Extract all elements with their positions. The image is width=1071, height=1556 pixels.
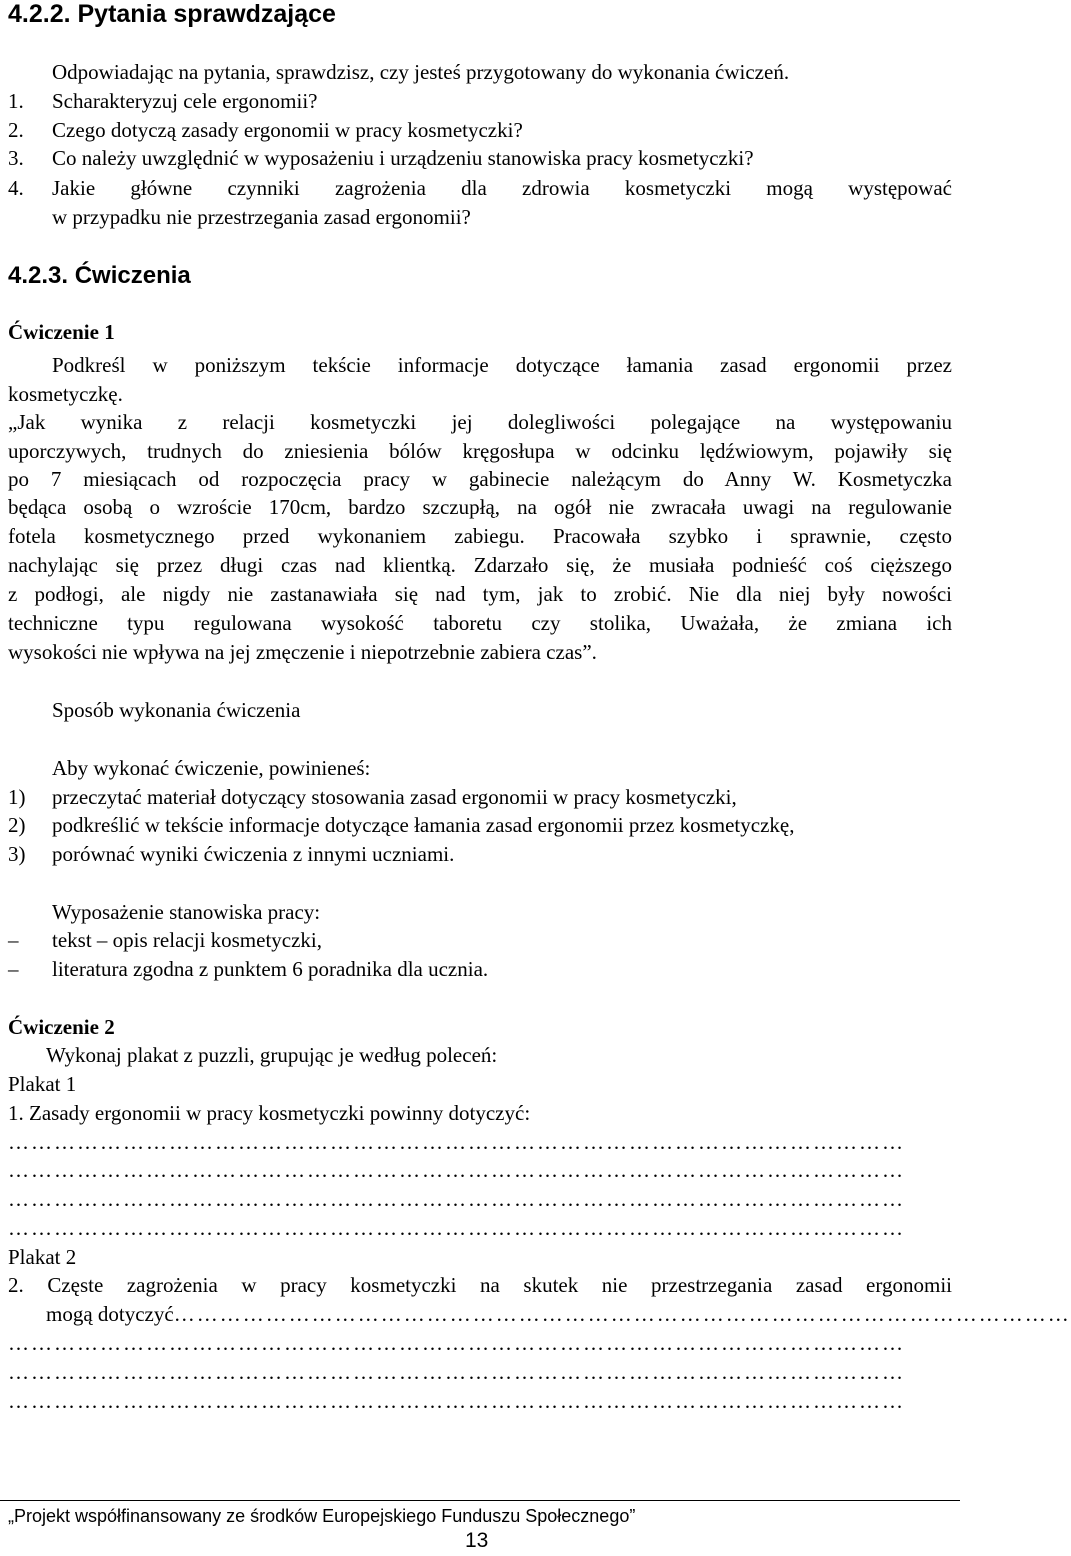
question-text: Jakie główne czynniki zagrożenia dla zdrowia kosmetyczki mogą występować <box>52 176 952 200</box>
case-text-line: fotela kosmetycznego przed wykonaniem zabiegu. Pracowała szybko i sprawnie, często <box>8 524 952 548</box>
exercise-1-title: Ćwiczenie 1 <box>8 320 115 344</box>
step-text: porównać wyniki ćwiczenia z innymi uczniami. <box>52 842 455 866</box>
answer-dotted-line: ……………………………………………………………………………………………………… <box>8 1216 905 1240</box>
equipment-dash: – <box>8 928 19 952</box>
question-text: Scharakteryzuj cele ergonomii? <box>52 89 318 113</box>
answer-dotted-line: ……………………………………………………………………………………………………… <box>8 1389 905 1413</box>
poster-2-question: 2. Częste zagrożenia w pracy kosmetyczki na skutek nie przestrzegania zasad ergonomii <box>8 1273 952 1297</box>
question-number: 3. <box>8 146 24 170</box>
answer-dotted-line: ……………………………………………………………………………………………………… <box>8 1360 905 1384</box>
question-text: Czego dotyczą zasady ergonomii w pracy kosmetyczki? <box>52 118 523 142</box>
steps-intro: Aby wykonać ćwiczenie, powinieneś: <box>52 756 371 780</box>
exercise-2-title: Ćwiczenie 2 <box>8 1015 115 1039</box>
question-number: 1. <box>8 89 24 113</box>
method-heading: Sposób wykonania ćwiczenia <box>52 698 301 722</box>
poster-1-question: 1. Zasady ergonomii w pracy kosmetyczki powinny dotyczyć: <box>8 1101 531 1125</box>
footer-project-text: „Projekt współfinansowany ze środków Europejskiego Funduszu Społecznego” <box>8 1506 636 1526</box>
page-number: 13 <box>465 1529 489 1552</box>
exercise-1-instruction: Podkreśl w poniższym tekście informacje dotyczące łamania zasad ergonomii przez <box>52 353 952 377</box>
case-text-line: nachylając się przez długi czas nad klientką. Zdarzało się, że musiała podnieść coś cięższego <box>8 553 952 577</box>
step-number: 2) <box>8 813 26 837</box>
section-heading-exercises: 4.2.3. Ćwiczenia <box>8 262 191 289</box>
question-number: 4. <box>8 176 24 200</box>
case-text-line: uporczywych, trudnych do zniesienia bólów kręgosłupa w odcinku lędźwiowym, pojawiły się <box>8 439 952 463</box>
poster-2-question-continued: mogą dotyczyć……………………………………………………………………………………………………… <box>46 1302 1071 1326</box>
step-text: podkreślić w tekście informacje dotyczące łamania zasad ergonomii przez kosmetyczkę, <box>52 813 795 837</box>
section-heading-questions: 4.2.2. Pytania sprawdzające <box>8 0 336 28</box>
poster-2-label: Plakat 2 <box>8 1245 77 1269</box>
case-text-line: techniczne typu regulowana wysokość taboretu czy stolika, Uważała, że zmiana ich <box>8 611 952 635</box>
step-text: przeczytać materiał dotyczący stosowania zasad ergonomii w pracy kosmetyczki, <box>52 785 737 809</box>
equipment-dash: – <box>8 957 19 981</box>
case-text-last-line: wysokości nie wpływa na jej zmęczenie i niepotrzebnie zabiera czas”. <box>8 640 597 664</box>
answer-dotted-line: ……………………………………………………………………………………………………… <box>8 1130 905 1154</box>
case-text-line: „Jak wynika z relacji kosmetyczki jej dolegliwości polegające na występowaniu <box>8 410 952 434</box>
exercise-1-instruction-continued: kosmetyczkę. <box>8 382 123 406</box>
case-text-line: z podłogi, ale nigdy nie zastanawiała się nad tym, jak to zrobić. Nie dla niej były nowości <box>8 582 952 606</box>
exercise-2-instruction: Wykonaj plakat z puzzli, grupując je według poleceń: <box>46 1043 498 1067</box>
step-number: 3) <box>8 842 26 866</box>
footer-divider <box>0 1500 960 1501</box>
equipment-item: tekst – opis relacji kosmetyczki, <box>52 928 323 952</box>
answer-dotted-line: ……………………………………………………………………………………………………… <box>8 1158 905 1182</box>
answer-dotted-line: ……………………………………………………………………………………………………… <box>8 1187 905 1211</box>
case-text-line: będąca osobą o wzroście 170cm, bardzo szczupłą, na ogół nie zwracała uwagi na regulowanie <box>8 495 952 519</box>
answer-dotted-line: ……………………………………………………………………………………………………… <box>8 1331 905 1355</box>
case-text-line: po 7 miesiącach od rozpoczęcia pracy w gabinecie należącym do Anny W. Kosmetyczka <box>8 467 952 491</box>
question-number: 2. <box>8 118 24 142</box>
step-number: 1) <box>8 785 26 809</box>
questions-intro: Odpowiadając na pytania, sprawdzisz, czy jesteś przygotowany do wykonania ćwiczeń. <box>52 60 790 84</box>
equipment-item: literatura zgodna z punktem 6 poradnika dla ucznia. <box>52 957 489 981</box>
equipment-heading: Wyposażenie stanowiska pracy: <box>52 900 321 924</box>
question-text: Co należy uwzględnić w wyposażeniu i urządzeniu stanowiska pracy kosmetyczki? <box>52 146 754 170</box>
question-text-continued: w przypadku nie przestrzegania zasad ergonomii? <box>52 205 471 229</box>
poster-1-label: Plakat 1 <box>8 1072 77 1096</box>
